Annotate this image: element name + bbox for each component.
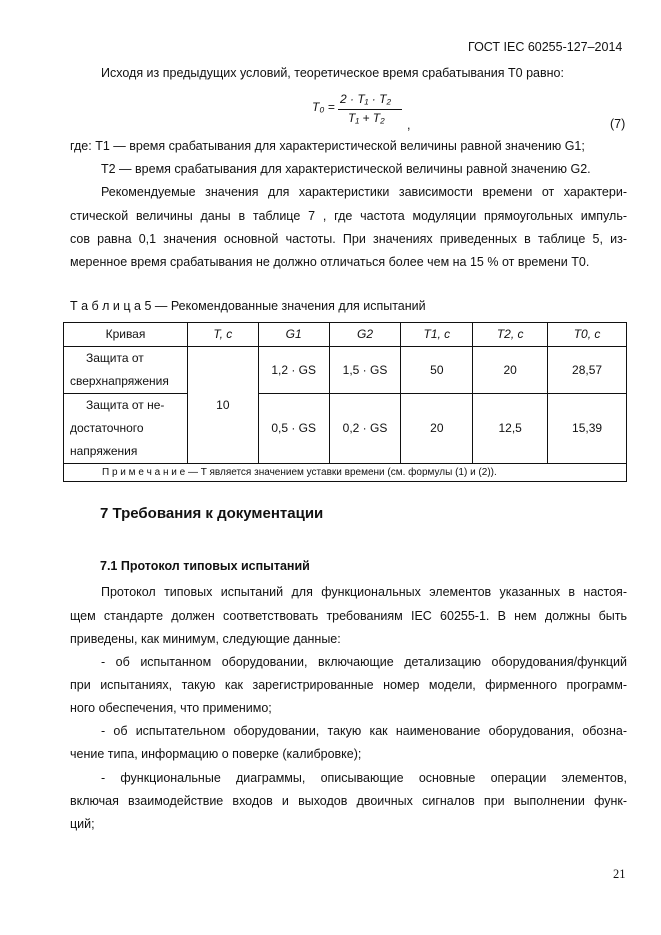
bullet-3-line-2: включая взаимодействие входов и выходов двоичных сигналов при выполнении функ- xyxy=(70,794,627,808)
t0-cell: 15,39 xyxy=(548,394,627,464)
t2-cell: 12,5 xyxy=(473,394,548,464)
table-note: П р и м е ч а н и е — T является значением уставки времени (см. формулы (1) и (2)). xyxy=(64,464,627,482)
table-note-row xyxy=(64,464,627,482)
intro-text: Исходя из предыдущих условий, теоретическое время срабатывания T0 равно: xyxy=(101,66,564,80)
section-7-title: 7 Требования к документации xyxy=(100,505,324,522)
table-header-row xyxy=(64,323,627,347)
g1-cell: 0,5 · GS xyxy=(258,394,329,464)
para1-line-1: Рекомендуемые значения для характеристики зависимости времени от характери- xyxy=(101,185,627,199)
g1-cell: 1,2 · GS xyxy=(258,347,329,394)
document-header: ГОСТ IEC 60255-127–2014 xyxy=(468,40,623,54)
bullet-1-line-1: - об испытанном оборудовании, включающие детализацию оборудования/функций xyxy=(101,655,627,669)
formula-7 xyxy=(310,90,410,126)
t1-cell: 50 xyxy=(401,347,473,394)
para1-line-4: меренное время срабатывания не должно отличаться более чем на 15 % от времени T0. xyxy=(70,255,590,269)
para1-line-3: сов равна 0,1 значения основной частоты. При значениях приведенных в таблице 5, из- xyxy=(70,232,627,246)
formula-denominator: T₁ + T₂ xyxy=(348,111,385,125)
where-line-2: T2 — время срабатывания для характеристической величины равной значению G2. xyxy=(101,162,591,176)
g2-cell: 0,2 · GS xyxy=(329,394,401,464)
header-g2: G2 xyxy=(329,323,401,347)
t2-cell: 20 xyxy=(473,347,548,394)
where-line-1: где: T1 — время срабатывания для характеристической величины равной значению G1; xyxy=(70,139,585,153)
bullet-3-line-3: ций; xyxy=(70,817,95,831)
page-number: 21 xyxy=(613,867,626,881)
formula-comma: , xyxy=(407,118,411,132)
table-row xyxy=(64,347,627,394)
header-curve: Кривая xyxy=(64,323,188,347)
bullet-2-line-2: чение типа, информацию о поверке (калибровке); xyxy=(70,747,362,761)
bullet-2-line-1: - об испытательном оборудовании, такую как наименование оборудования, обозна- xyxy=(101,724,627,738)
header-t0: T0, с xyxy=(548,323,627,347)
t1-cell: 20 xyxy=(401,394,473,464)
table-caption: Т а б л и ц а 5 — Рекомендованные значения для испытаний xyxy=(70,299,426,313)
bullet-3-line-1: - функциональные диаграммы, описывающие основные операции элементов, xyxy=(101,771,627,785)
section-7-1-title: 7.1 Протокол типовых испытаний xyxy=(100,559,310,573)
header-t2: T2, с xyxy=(473,323,548,347)
section71-p1-line-3: приведены, как минимум, следующие данные: xyxy=(70,632,341,646)
curve-cell: Защита от не- достаточного напряжения xyxy=(64,394,188,464)
fraction-bar xyxy=(338,109,402,110)
shared-t-cell: 10 xyxy=(187,347,258,464)
formula-number: (7) xyxy=(610,117,626,131)
bullet-1-line-3: ного обеспечения, что применимо; xyxy=(70,701,272,715)
header-t: T, с xyxy=(187,323,258,347)
curve-cell: Защита от сверхнапряжения xyxy=(64,347,188,394)
formula-lhs: T₀ = xyxy=(312,100,335,114)
t0-cell: 28,57 xyxy=(548,347,627,394)
formula-numerator: 2 · T₁ · T₂ xyxy=(340,92,392,106)
bullet-1-line-2: при испытаниях, такую как зарегистрированные номер модели, фирменного программ- xyxy=(70,678,627,692)
section71-p1-line-2: щем стандарте должен соответствовать требованиям IEC 60255-1. В нем должны быть xyxy=(70,609,627,623)
g2-cell: 1,5 · GS xyxy=(329,347,401,394)
table-row xyxy=(64,394,627,464)
header-t1: T1, с xyxy=(401,323,473,347)
test-values-table xyxy=(63,322,627,482)
section71-p1-line-1: Протокол типовых испытаний для функциональных элементов указанных в настоя- xyxy=(101,585,627,599)
para1-line-2: стической величины даны в таблице 7 , где частота модуляции прямоугольных импуль- xyxy=(70,209,627,223)
header-g1: G1 xyxy=(258,323,329,347)
